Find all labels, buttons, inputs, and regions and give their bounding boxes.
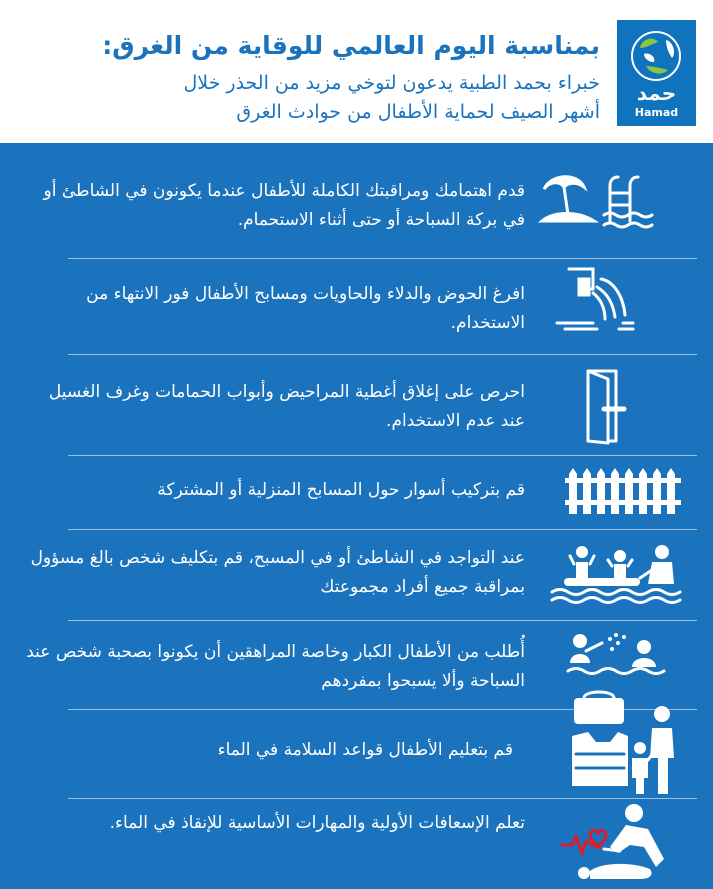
tip-row — [0, 799, 713, 889]
tip-row — [0, 143, 713, 258]
hamad-logo — [617, 20, 696, 126]
tip-text: تعلم الإسعافات الأولية والمهارات الأساسية للإنقاذ في الماء. — [109, 813, 525, 833]
beach-pool-icon — [538, 171, 662, 231]
tip-row — [0, 530, 713, 620]
cpr-first-aid-icon — [560, 801, 680, 883]
logo-arabic-text: حمد — [636, 81, 677, 105]
tip-text: قم بتعليم الأطفال قواعد السلامة في الماء — [217, 740, 513, 760]
supervised-swimming-icon — [548, 540, 684, 606]
tip-row — [0, 355, 713, 455]
subline-2: أشهر الصيف لحماية الأطفال من حوادث الغرق — [236, 101, 600, 123]
leaf-logo-icon — [626, 26, 686, 86]
tip-row — [0, 710, 713, 798]
tip-text: قم بتركيب أسوار حول المسابح المنزلية أو المشتركة — [157, 480, 525, 500]
tip-text: احرص على إغلاق أغطية المراحيض وأبواب الحمامات وغرف الغسيل عند عدم الاستخدام. — [48, 382, 525, 431]
header — [0, 0, 713, 143]
tip-text: قدم اهتمامك ومراقبتك الكاملة للأطفال عندما يكونون في الشاطئ أو في بركة السباحة أو حتى أثناء الاستحمام. — [43, 181, 525, 230]
tip-row — [0, 456, 713, 529]
drain-water-icon — [553, 267, 637, 337]
tip-text: أُطلب من الأطفال الكبار وخاصة المراهقين أن يكونوا بصحبة شخص عند السباحة وألا يسبحوا بمفردهم — [26, 642, 525, 691]
door-icon — [584, 369, 634, 445]
tip-text: عند التواجد في الشاطئ أو في المسبح، قم بتكليف شخص بالغ مسؤول بمراقبة جميع أفراد مجموعتك — [30, 548, 525, 597]
life-jacket-family-icon — [562, 688, 684, 796]
logo-english-text: Hamad — [634, 106, 679, 119]
tip-text: افرغ الحوض والدلاء والحاويات ومسابح الأطفال فور الانتهاء من الاستخدام. — [86, 284, 525, 333]
headline: بمناسبة اليوم العالمي للوقاية من الغرق: — [102, 31, 600, 60]
swimming-together-icon — [566, 627, 666, 679]
fence-icon — [565, 466, 681, 516]
subline-1: خبراء بحمد الطبية يدعون لتوخي مزيد من الحذر خلال — [183, 72, 600, 94]
tip-row — [0, 259, 713, 354]
